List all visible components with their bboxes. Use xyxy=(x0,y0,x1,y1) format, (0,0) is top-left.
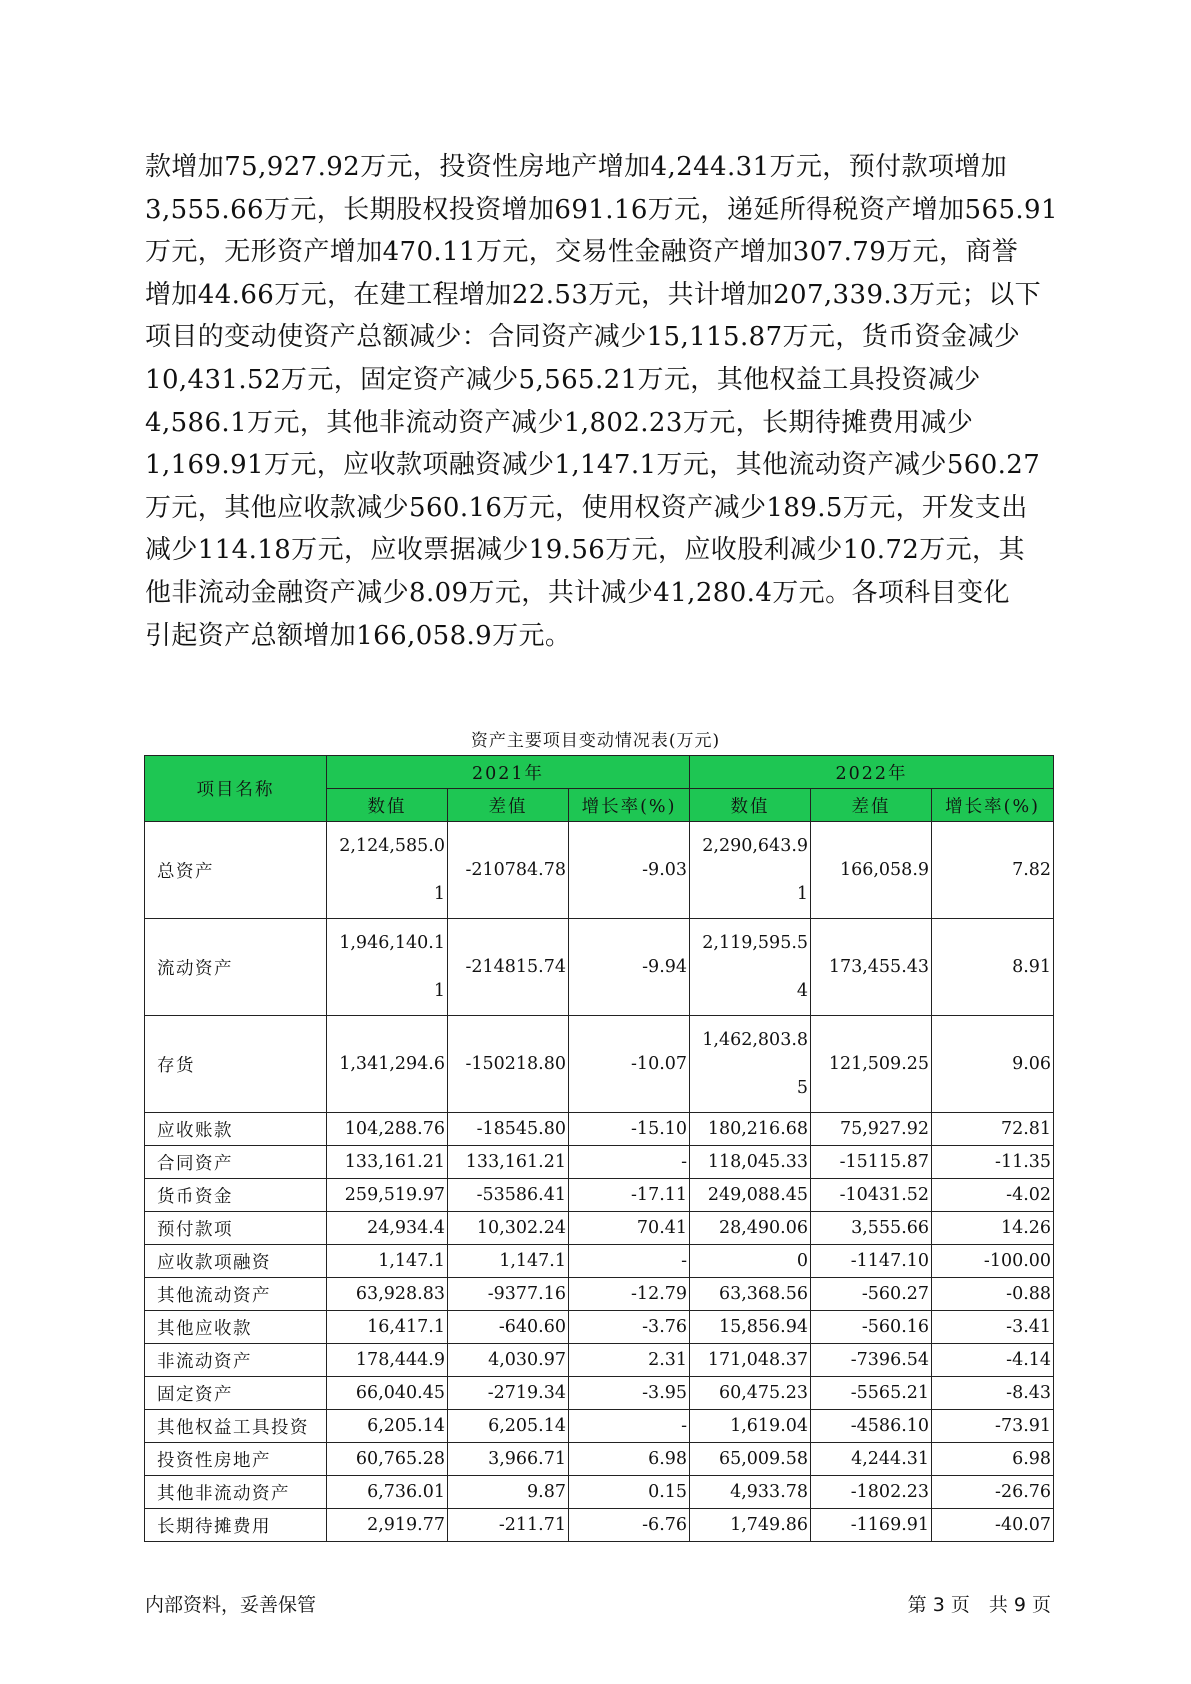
table-row xyxy=(145,1016,1054,1113)
body-paragraph xyxy=(145,146,1058,657)
cell-d21: 3,966.71 xyxy=(448,1443,569,1476)
cell-r21: - xyxy=(569,1245,690,1278)
table-caption: 资产主要项目变动情况表(万元) xyxy=(470,731,721,751)
cell-d21: 9.87 xyxy=(448,1476,569,1509)
table-row xyxy=(145,822,1054,919)
cell-v21: 24,934.4 xyxy=(327,1212,448,1245)
cell-v22: 2,290,643.91 xyxy=(690,822,811,919)
paragraph-line: 引起资产总额增加166,058.9万元。 xyxy=(145,620,572,651)
cell-r22: 14.26 xyxy=(932,1212,1054,1245)
cell-d21: -150218.80 xyxy=(448,1016,569,1113)
paragraph-line: 他非流动金融资产减少8.09万元，共计减少41,280.4万元。各项科目变化 xyxy=(145,577,1010,608)
cell-r21: 6.98 xyxy=(569,1443,690,1476)
cell-r22: -26.76 xyxy=(932,1476,1054,1509)
row-item-name: 总资产 xyxy=(145,822,327,919)
paragraph-line: 1,169.91万元，应收款项融资减少1,147.1万元，其他流动资产减少560.27 xyxy=(145,450,1041,481)
cell-r22: 72.81 xyxy=(932,1113,1054,1146)
cell-v21: 133,161.21 xyxy=(327,1146,448,1179)
cell-d22: -560.16 xyxy=(811,1311,932,1344)
cell-r21: -9.03 xyxy=(569,822,690,919)
table-row xyxy=(145,1212,1054,1245)
cell-v22: 1,619.04 xyxy=(690,1410,811,1443)
footer-page-number: 第 3 页 共 9 页 xyxy=(907,1594,1051,1616)
paragraph-line: 10,431.52万元，固定资产减少5,565.21万元，其他权益工具投资减少 xyxy=(145,364,981,395)
cell-r22: -8.43 xyxy=(932,1377,1054,1410)
row-item-name: 合同资产 xyxy=(145,1146,327,1179)
paragraph-line: 款增加75,927.92万元，投资性房地产增加4,244.31万元，预付款项增加 xyxy=(145,152,1008,182)
header-value-2021: 数值 xyxy=(327,789,448,822)
cell-d22: -560.27 xyxy=(811,1278,932,1311)
cell-r22: -4.14 xyxy=(932,1344,1054,1377)
cell-v22: 1,749.86 xyxy=(690,1509,811,1542)
header-year-2021: 2021年 xyxy=(327,756,690,789)
cell-d22: -7396.54 xyxy=(811,1344,932,1377)
footer-confidential: 内部资料，妥善保管 xyxy=(145,1594,317,1616)
cell-v21: 60,765.28 xyxy=(327,1443,448,1476)
paragraph-line: 减少114.18万元，应收票据减少19.56万元，应收股利减少10.72万元，其 xyxy=(145,535,1025,566)
cell-r21: -17.11 xyxy=(569,1179,690,1212)
cell-v22: 60,475.23 xyxy=(690,1377,811,1410)
cell-d22: -1169.91 xyxy=(811,1509,932,1542)
table-row xyxy=(145,1278,1054,1311)
cell-d21: -18545.80 xyxy=(448,1113,569,1146)
cell-r21: -12.79 xyxy=(569,1278,690,1311)
row-item-name: 应收账款 xyxy=(145,1113,327,1146)
cell-v21: 6,736.01 xyxy=(327,1476,448,1509)
table-row xyxy=(145,1377,1054,1410)
cell-r22: 9.06 xyxy=(932,1016,1054,1113)
cell-v22: 28,490.06 xyxy=(690,1212,811,1245)
table-row xyxy=(145,919,1054,1016)
cell-v21: 1,341,294.6 xyxy=(327,1016,448,1113)
cell-r21: 0.15 xyxy=(569,1476,690,1509)
cell-r22: -11.35 xyxy=(932,1146,1054,1179)
paragraph-line: 万元，其他应收款减少560.16万元，使用权资产减少189.5万元，开发支出 xyxy=(145,492,1028,523)
row-item-name: 非流动资产 xyxy=(145,1344,327,1377)
cell-v21: 1,946,140.11 xyxy=(327,919,448,1016)
table-row xyxy=(145,1146,1054,1179)
cell-d21: -214815.74 xyxy=(448,919,569,1016)
cell-d22: -4586.10 xyxy=(811,1410,932,1443)
table-row xyxy=(145,1113,1054,1146)
cell-d21: 10,302.24 xyxy=(448,1212,569,1245)
header-diff-2022: 差值 xyxy=(811,789,932,822)
cell-d22: -5565.21 xyxy=(811,1377,932,1410)
cell-d21: 4,030.97 xyxy=(448,1344,569,1377)
cell-d22: 173,455.43 xyxy=(811,919,932,1016)
cell-d22: 75,927.92 xyxy=(811,1113,932,1146)
cell-r21: -6.76 xyxy=(569,1509,690,1542)
cell-r22: -3.41 xyxy=(932,1311,1054,1344)
cell-v22: 4,933.78 xyxy=(690,1476,811,1509)
cell-r21: - xyxy=(569,1146,690,1179)
cell-r21: - xyxy=(569,1410,690,1443)
table-row xyxy=(145,1344,1054,1377)
cell-v21: 259,519.97 xyxy=(327,1179,448,1212)
cell-d21: -9377.16 xyxy=(448,1278,569,1311)
cell-r21: -9.94 xyxy=(569,919,690,1016)
cell-d21: 133,161.21 xyxy=(448,1146,569,1179)
table-row xyxy=(145,1245,1054,1278)
cell-d21: 1,147.1 xyxy=(448,1245,569,1278)
cell-d22: 3,555.66 xyxy=(811,1212,932,1245)
cell-d21: -2719.34 xyxy=(448,1377,569,1410)
cell-r22: -4.02 xyxy=(932,1179,1054,1212)
cell-v22: 1,462,803.85 xyxy=(690,1016,811,1113)
row-item-name: 预付款项 xyxy=(145,1212,327,1245)
cell-r22: -40.07 xyxy=(932,1509,1054,1542)
table-row xyxy=(145,1443,1054,1476)
cell-r22: -0.88 xyxy=(932,1278,1054,1311)
cell-d21: 6,205.14 xyxy=(448,1410,569,1443)
cell-r21: -15.10 xyxy=(569,1113,690,1146)
row-item-name: 存货 xyxy=(145,1016,327,1113)
table-row xyxy=(145,1476,1054,1509)
row-item-name: 应收款项融资 xyxy=(145,1245,327,1278)
cell-d21: -210784.78 xyxy=(448,822,569,919)
cell-d21: -211.71 xyxy=(448,1509,569,1542)
table-row xyxy=(145,1509,1054,1542)
cell-v21: 178,444.9 xyxy=(327,1344,448,1377)
cell-v22: 118,045.33 xyxy=(690,1146,811,1179)
cell-v21: 6,205.14 xyxy=(327,1410,448,1443)
table-row xyxy=(145,1311,1054,1344)
cell-r21: -3.76 xyxy=(569,1311,690,1344)
cell-d22: 121,509.25 xyxy=(811,1016,932,1113)
header-item-name: 项目名称 xyxy=(145,756,327,822)
cell-v22: 2,119,595.54 xyxy=(690,919,811,1016)
row-item-name: 投资性房地产 xyxy=(145,1443,327,1476)
row-item-name: 其他应收款 xyxy=(145,1311,327,1344)
asset-change-table xyxy=(144,755,1054,1542)
paragraph-line: 项目的变动使资产总额减少：合同资产减少15,115.87万元，货币资金减少 xyxy=(145,322,1021,353)
cell-r21: 2.31 xyxy=(569,1344,690,1377)
table-row xyxy=(145,1179,1054,1212)
cell-d22: -15115.87 xyxy=(811,1146,932,1179)
cell-d21: -53586.41 xyxy=(448,1179,569,1212)
cell-r22: 6.98 xyxy=(932,1443,1054,1476)
row-item-name: 其他权益工具投资 xyxy=(145,1410,327,1443)
row-item-name: 固定资产 xyxy=(145,1377,327,1410)
cell-v22: 249,088.45 xyxy=(690,1179,811,1212)
cell-v22: 63,368.56 xyxy=(690,1278,811,1311)
cell-d22: 4,244.31 xyxy=(811,1443,932,1476)
cell-d22: 166,058.9 xyxy=(811,822,932,919)
cell-d22: -1147.10 xyxy=(811,1245,932,1278)
cell-v21: 2,919.77 xyxy=(327,1509,448,1542)
cell-v21: 63,928.83 xyxy=(327,1278,448,1311)
row-item-name: 其他非流动资产 xyxy=(145,1476,327,1509)
cell-v21: 16,417.1 xyxy=(327,1311,448,1344)
cell-d22: -1802.23 xyxy=(811,1476,932,1509)
cell-v21: 1,147.1 xyxy=(327,1245,448,1278)
cell-v21: 2,124,585.01 xyxy=(327,822,448,919)
paragraph-line: 万元，无形资产增加470.11万元，交易性金融资产增加307.79万元，商誉 xyxy=(145,237,1019,268)
cell-r22: -100.00 xyxy=(932,1245,1054,1278)
cell-r22: -73.91 xyxy=(932,1410,1054,1443)
cell-d22: -10431.52 xyxy=(811,1179,932,1212)
cell-v22: 65,009.58 xyxy=(690,1443,811,1476)
row-item-name: 其他流动资产 xyxy=(145,1278,327,1311)
paragraph-line: 3,555.66万元，长期股权投资增加691.16万元，递延所得税资产增加565.91 xyxy=(145,194,1058,225)
cell-v22: 0 xyxy=(690,1245,811,1278)
header-rate-2021: 增长率(%) xyxy=(569,789,690,822)
cell-r21: 70.41 xyxy=(569,1212,690,1245)
row-item-name: 流动资产 xyxy=(145,919,327,1016)
paragraph-line: 4,586.1万元，其他非流动资产减少1,802.23万元，长期待摊费用减少 xyxy=(145,407,974,438)
row-item-name: 货币资金 xyxy=(145,1179,327,1212)
header-year-2022: 2022年 xyxy=(690,756,1054,789)
cell-r22: 8.91 xyxy=(932,919,1054,1016)
cell-r22: 7.82 xyxy=(932,822,1054,919)
cell-r21: -10.07 xyxy=(569,1016,690,1113)
cell-r21: -3.95 xyxy=(569,1377,690,1410)
table-row xyxy=(145,1410,1054,1443)
header-value-2022: 数值 xyxy=(690,789,811,822)
cell-d21: -640.60 xyxy=(448,1311,569,1344)
cell-v21: 66,040.45 xyxy=(327,1377,448,1410)
cell-v21: 104,288.76 xyxy=(327,1113,448,1146)
cell-v22: 171,048.37 xyxy=(690,1344,811,1377)
cell-v22: 15,856.94 xyxy=(690,1311,811,1344)
paragraph-line: 增加44.66万元，在建工程增加22.53万元，共计增加207,339.3万元；以下 xyxy=(145,279,1041,310)
header-rate-2022: 增长率(%) xyxy=(932,789,1054,822)
cell-v22: 180,216.68 xyxy=(690,1113,811,1146)
row-item-name: 长期待摊费用 xyxy=(145,1509,327,1542)
header-diff-2021: 差值 xyxy=(448,789,569,822)
